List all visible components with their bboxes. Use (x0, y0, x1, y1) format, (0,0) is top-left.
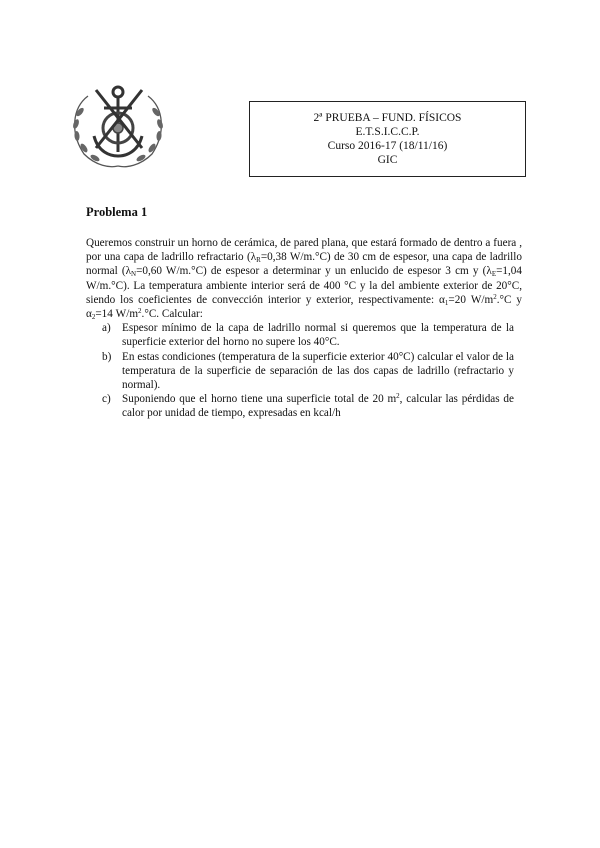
school-crest-logo (66, 78, 170, 170)
problem-intro: Queremos construir un horno de cerámica, de pared plana, que estará formado de dentro a fuera , por una capa de ladrillo refractario ($\lambda_R=0,38$ W/m.°C) de 30 cm de espesor, una capa de ladrillo normal ($\lambda_N=0,60$ W/m.°C) de espesor a determinar y un enlucido de espesor 3 cm y ($\lambda_E=1,04$ W/m.°C). La temperatura ambiente interior será de 400 °C y la del ambiente exterior de 20°C, siendo los coeficientes de convección interior y exterior, respectivamente: $\alpha_1=20$ $W/m^2.^\circ C$ y $\alpha_2=14$ $W/m^2.^\circ C$. Calcular: (86, 237, 522, 322)
question-text: En estas condiciones (temperatura de la superficie exterior 40°C) calcular el valor de la temperatura de la superficie de separación de las dos capas de ladrillo (refractario y normal). (122, 350, 514, 392)
problem-statement (86, 236, 522, 421)
question-letter: b) (102, 350, 112, 363)
exam-title: 2ª PRUEBA – FUND. FÍSICOS (313, 112, 462, 124)
question-list (86, 321, 522, 420)
question-letter: a) (102, 322, 111, 335)
school-name: E.T.S.I.C.C.P. (355, 126, 420, 138)
question-text: Suponiendo que el horno tiene una superficie total de 20 $m^2$, calcular las pérdidas de calor por unidad de tiempo, expresadas en kcal/h (122, 392, 514, 420)
exam-header-box (249, 101, 526, 177)
question-b (86, 350, 522, 393)
degree-code: GIC (377, 154, 398, 166)
question-letter: c) (102, 393, 111, 406)
course-date: Curso 2016-17 (18/11/16) (327, 140, 448, 152)
question-c (86, 392, 522, 420)
question-text: Espesor mínimo de la capa de ladrillo normal si queremos que la temperatura de la superficie exterior del horno no supere los 40°C. (122, 322, 514, 349)
problem-title: Problema 1 (86, 205, 148, 219)
question-a (86, 321, 522, 349)
